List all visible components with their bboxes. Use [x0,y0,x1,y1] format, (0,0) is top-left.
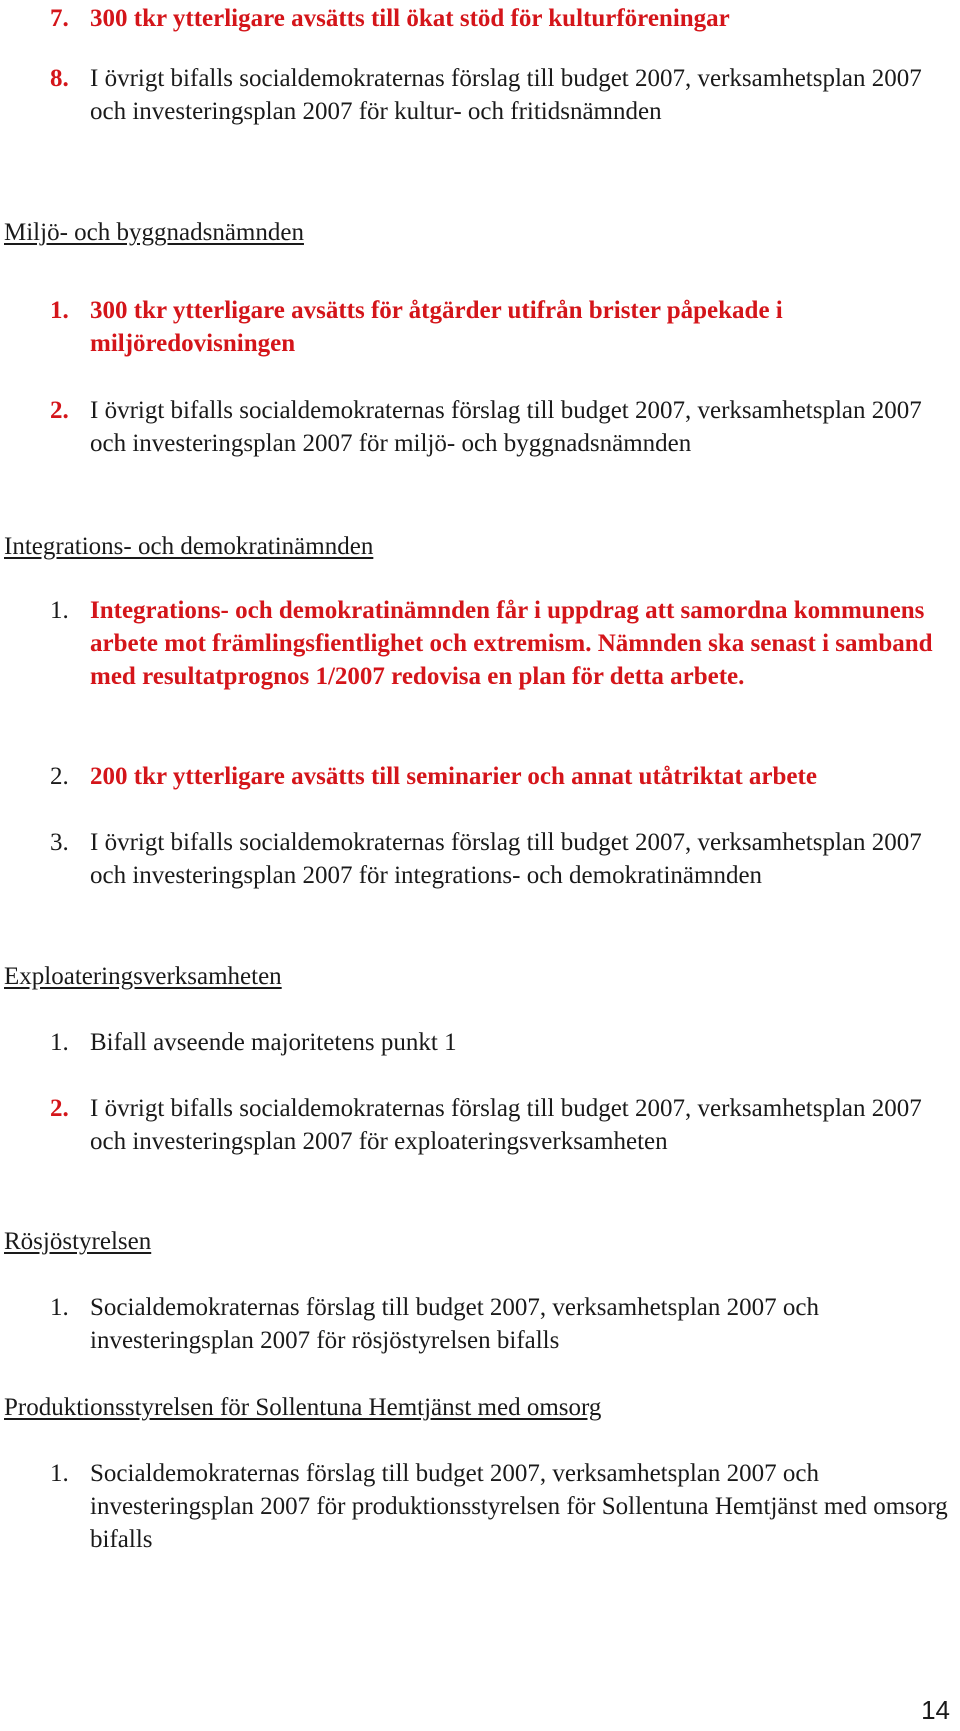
item-text: Bifall avseende majoritetens punkt 1 [90,1029,457,1056]
integration-item-2 [50,760,950,793]
section-heading-integration: Integrations- och demokratinämnden [4,533,374,560]
item-number: 1. [50,1294,69,1321]
item-number: 1. [50,297,69,324]
produktion-item-1 [50,1457,950,1556]
item-text: 300 tkr ytterligare avsätts till ökat stöd för kulturföreningar [90,5,730,32]
item-text: Socialdemokraternas förslag till budget 2007, verksamhetsplan 2007 och investeringsplan 2007 för rösjöstyrelsen bifalls [90,1294,819,1354]
item-number: 2. [50,397,69,424]
exploatering-item-2 [50,1092,950,1158]
item-number: 1. [50,597,69,624]
rosjo-item-1 [50,1291,950,1357]
item-text: I övrigt bifalls socialdemokraternas förslag till budget 2007, verksamhetsplan 2007 och investeringsplan 2007 för integrations- och demokratinämnden [90,829,922,889]
item-text: I övrigt bifalls socialdemokraternas förslag till budget 2007, verksamhetsplan 2007 och investeringsplan 2007 för miljö- och byggnadsnämnden [90,397,922,457]
miljo-item-1 [50,294,950,360]
section-heading-produktion: Produktionsstyrelsen för Sollentuna Hemtjänst med omsorg [4,1394,602,1421]
item-text: 300 tkr ytterligare avsätts för åtgärder utifrån brister påpekade i miljöredovisningen [90,297,783,357]
item-number: 2. [50,1095,69,1122]
item-text: I övrigt bifalls socialdemokraternas förslag till budget 2007, verksamhetsplan 2007 och investeringsplan 2007 för kultur- och fritidsnämnden [90,65,922,125]
item-text: I övrigt bifalls socialdemokraternas förslag till budget 2007, verksamhetsplan 2007 och investeringsplan 2007 för exploateringsverksamheten [90,1095,922,1155]
page-number: 14 [921,1695,950,1725]
section-heading-miljo: Miljö- och byggnadsnämnden [4,219,304,246]
section-heading-rosjo: Rösjöstyrelsen [4,1228,152,1255]
item-number: 2. [50,763,69,790]
integration-item-1 [50,594,950,693]
item-number: 1. [50,1460,69,1487]
item-number: 7. [50,5,69,32]
exploatering-item-1 [50,1026,950,1059]
item-text: Integrations- och demokratinämnden får i uppdrag att samordna kommunens arbete mot främlingsfientlighet och extremism. Nämnden ska senast i samband med resultatprognos 1/2007 redovisa en plan för detta arbete. [90,597,933,690]
integration-item-3 [50,826,950,892]
kultur-item-8 [50,62,950,128]
item-number: 1. [50,1029,69,1056]
item-text: Socialdemokraternas förslag till budget 2007, verksamhetsplan 2007 och investeringsplan 2007 för produktionsstyrelsen för Sollentuna Hemtjänst med omsorg bifalls [90,1460,948,1553]
item-number: 3. [50,829,69,856]
item-text: 200 tkr ytterligare avsätts till seminarier och annat utåtriktat arbete [90,763,817,790]
miljo-item-2 [50,394,950,460]
section-heading-exploatering: Exploateringsverksamheten [4,963,282,990]
kultur-item-7 [50,2,950,35]
item-number: 8. [50,65,69,92]
